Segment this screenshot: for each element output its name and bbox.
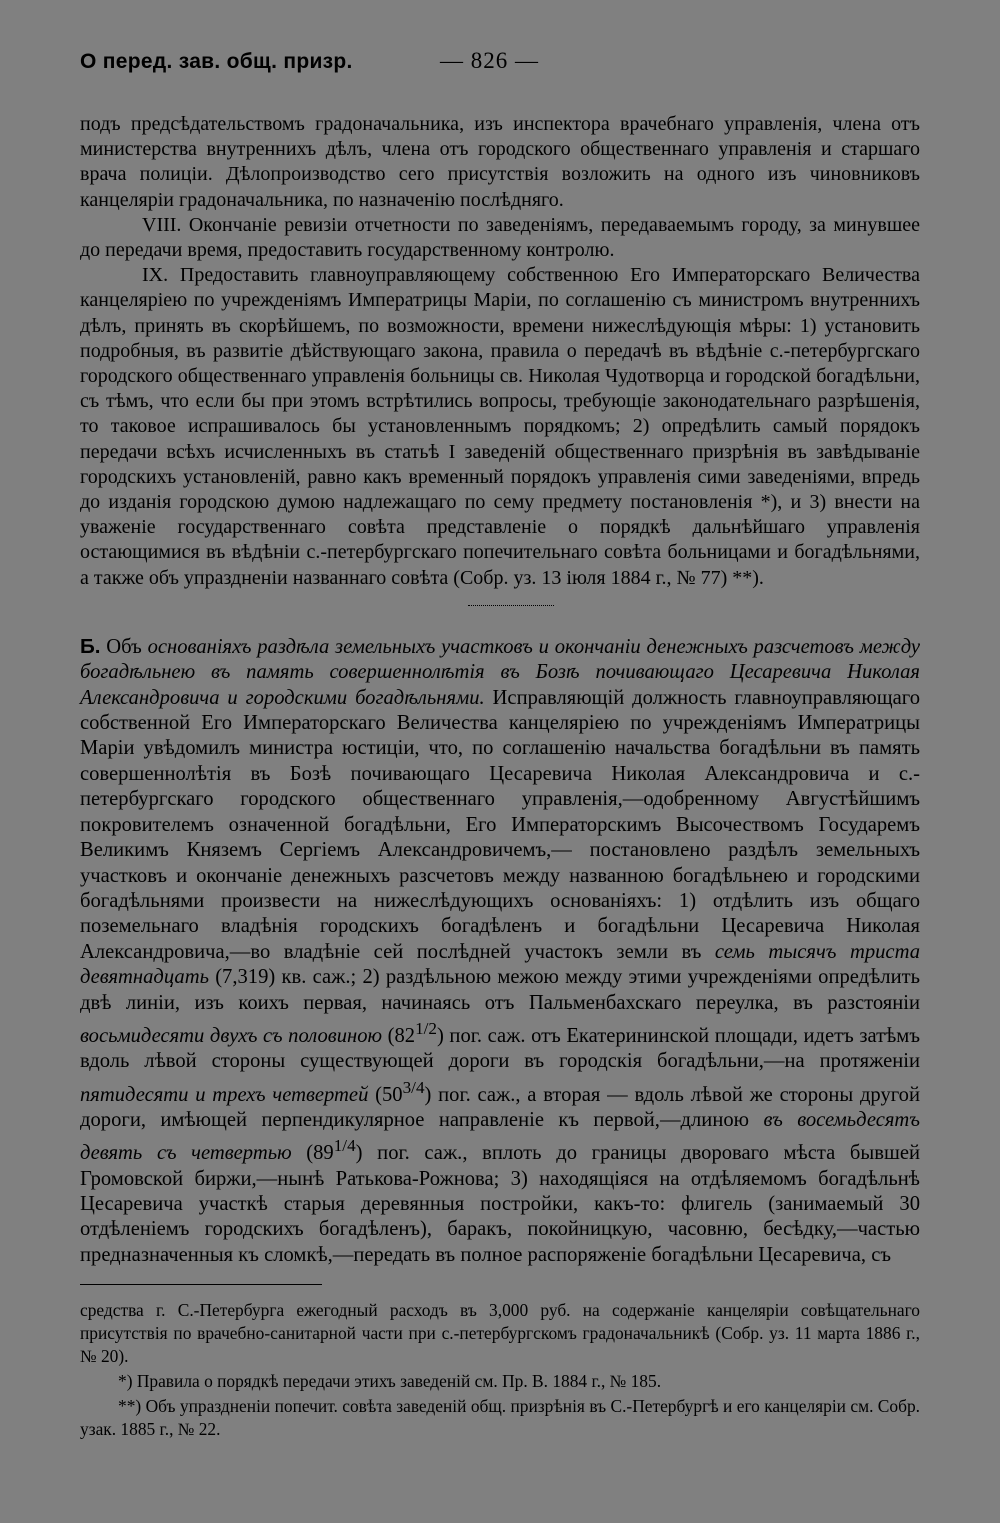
page <box>80 44 920 1443</box>
footnote-rule <box>80 1284 322 1285</box>
section-text-5b: ) пог. саж., вплоть до границы двороваго мѣста бывшей Громовской биржи,—нынѣ Ратькова-Рожнова; 3) находящіяся на отдѣляемомъ богадѣльнѣ Цесаревича участкѣ старыя деревянныя постройки, какъ-то: флигель (занимаемый 30 отдѣленіемъ городскихъ богадѣленъ), баракъ, покойницкую, часовню, бесѣдку,—частью предназначенныя къ сломкѣ,—передать въ полное распоряженіе богадѣльни Цесаревича, съ <box>80 1142 920 1266</box>
italic-amount-3: пятидесяти и трехъ четвертей <box>80 1083 369 1106</box>
italic-amount-4: въ восемьдесятъ девять съ четвертью <box>80 1108 920 1165</box>
section-letter: Б. <box>80 634 101 658</box>
section-text-3b: ) пог. саж. отъ Екатерининской площади, идетъ затѣмъ вдоль лѣвой стороны существующей дороги въ городскія богадѣльни,—на протяженіи <box>80 1024 920 1073</box>
fraction-2: 3/4 <box>402 1077 425 1097</box>
footnotes <box>80 1299 920 1441</box>
paragraph-viii: VIII. Окончаніе ревизіи отчетности по заведеніямъ, передаваемымъ городу, за минувшее до передачи время, предоставить государственному контролю. <box>80 213 920 262</box>
section-b <box>80 634 920 1268</box>
footnote-2: **) Объ упраздненіи попечит. совѣта заведеній общ. призрѣнія въ С.-Петербургѣ и его канцеляріи см. Собр. узак. 1885 г., № 22. <box>80 1396 920 1440</box>
footnote-1: *) Правила о порядкѣ передачи этихъ заведеній см. Пр. В. 1884 г., № 185. <box>118 1371 662 1392</box>
section-title: основаніяхъ раздѣла земельныхъ участковъ и окончаніи денежныхъ разсчетовъ между богадѣльнею въ память совершеннолѣтія въ Бозѣ почивающаго Цесаревича Николая Александровича и городскими богадѣльнями. <box>80 635 920 709</box>
page-number: — 826 — <box>440 48 539 73</box>
section-text-2: (7,319) кв. саж.; 2) раздѣльною межою между этими учрежденіями опредѣлить двѣ линіи, изъ коихъ первая, начинаясь отъ Пальменбахскаго переулка, въ разстояніи <box>80 966 920 1014</box>
fraction-1: 1/2 <box>415 1018 437 1038</box>
section-text-1: Исправляющій должность главноуправляющаго собственной Его Императорскаго Величества канцеляріею по учрежденіямъ Императрицы Маріи увѣдомилъ министра юстиціи, что, по соглашенію начальства богадѣльни въ память совершеннолѣтія въ Бозѣ почивающаго Цесаревича Николая Александровича и с.-петербургскаго городского общественнаго управленія,—одобренному Августѣйшимъ покровителемъ означенной богадѣльни, Его Императорскимъ Высочествомъ Государемъ Великимъ Княземъ Сергіемъ Александровичемъ,— постановлено раздѣлъ земельныхъ участковъ и окончаніе денежныхъ разсчетовъ между названною богадѣльнею и городскими богадѣльнями произвести на нижеслѣдующихъ основаніяхъ: 1) отдѣлить изъ общаго поземельнаго владѣнія городскихъ богадѣленъ и богадѣльни Цесаревича Николая Александровича,—во владѣніе сей послѣдней участокъ земли въ <box>80 686 920 963</box>
section-intro: Объ <box>100 635 148 658</box>
paragraph-continued: подъ предсѣдательствомъ градоначальника, изъ инспектора врачебнаго управленія, члена отъ министерства внутреннихъ дѣлъ, члена отъ городского общественнаго управленія и старшаго врача полиціи. Дѣлопроизводство сего присутствія возложить на одного изъ чиновниковъ канцеляріи градоначальника, по назначенію послѣдняго. <box>80 113 920 211</box>
page-header <box>80 44 920 84</box>
running-title: О перед. зав. общ. призр. <box>80 50 353 73</box>
italic-amount-1: семь тысячъ триста девятнадцать <box>80 940 920 989</box>
footnote-continued: средства г. С.-Петербурга ежегодный расходъ въ 3,000 руб. на содержаніе канцеляріи совѣщательнаго присутствія по врачебно-санитарной части при с.-петербургскомъ градоначальникѣ (Собр. уз. 11 марта 1886 г., № 20). <box>80 1300 920 1367</box>
paragraph-ix: IX. Предоставить главноуправляющему собственною Его Императорскаго Величества канцеляріею по учрежденіямъ Императрицы Маріи, по соглашенію съ министромъ внутреннихъ дѣлъ, принять въ скорѣйшемъ, по возможности, времени нижеслѣдующія мѣры: 1) установить подробныя, въ развитіе дѣйствующаго закона, правила о передачѣ въ вѣдѣніе с.-петербургскаго городского общественнаго управленія больницы св. Николая Чудотворца и городской богадѣльни, съ тѣмъ, что если бы при этомъ встрѣтились вопросы, требующіе законодательнаго разрѣшенія, то таковое испрашивалось бы установленнымъ порядкомъ; 2) опредѣлить самый порядокъ передачи всѣхъ исчисленныхъ въ статьѣ I заведеній общественнаго призрѣнія въ завѣдываніе городскихъ установленій, равно какъ временный порядокъ управленія сими заведеніями, впредь до изданія городскою думою надлежащаго по сему предмету постановленія *), и 3) внести на уваженіе государственнаго совѣта представленіе о порядкѣ дальнѣйшаго управленія остающимися въ вѣдѣніи с.-петербургскаго попечительнаго совѣта больницами и богадѣльнями, а также объ упраздненіи названнаго совѣта (Собр. уз. 13 іюля 1884 г., № 77) **). <box>80 264 920 589</box>
main-text <box>80 112 920 591</box>
italic-amount-2: восьмидесяти двухъ съ половиною <box>80 1024 383 1047</box>
section-text-3a: (82 <box>382 1024 416 1047</box>
section-text-5a: (89 <box>291 1142 334 1165</box>
section-text-4b: ) пог. саж., а вторая — вдоль лѣвой же стороны другой дороги, имѣющей перпендикулярное направленіе къ первой,—длиною <box>80 1083 920 1131</box>
fraction-3: 1/4 <box>333 1136 356 1156</box>
section-separator <box>468 605 554 606</box>
section-b-paragraph <box>80 634 920 1268</box>
section-text-4a: (50 <box>368 1083 403 1106</box>
